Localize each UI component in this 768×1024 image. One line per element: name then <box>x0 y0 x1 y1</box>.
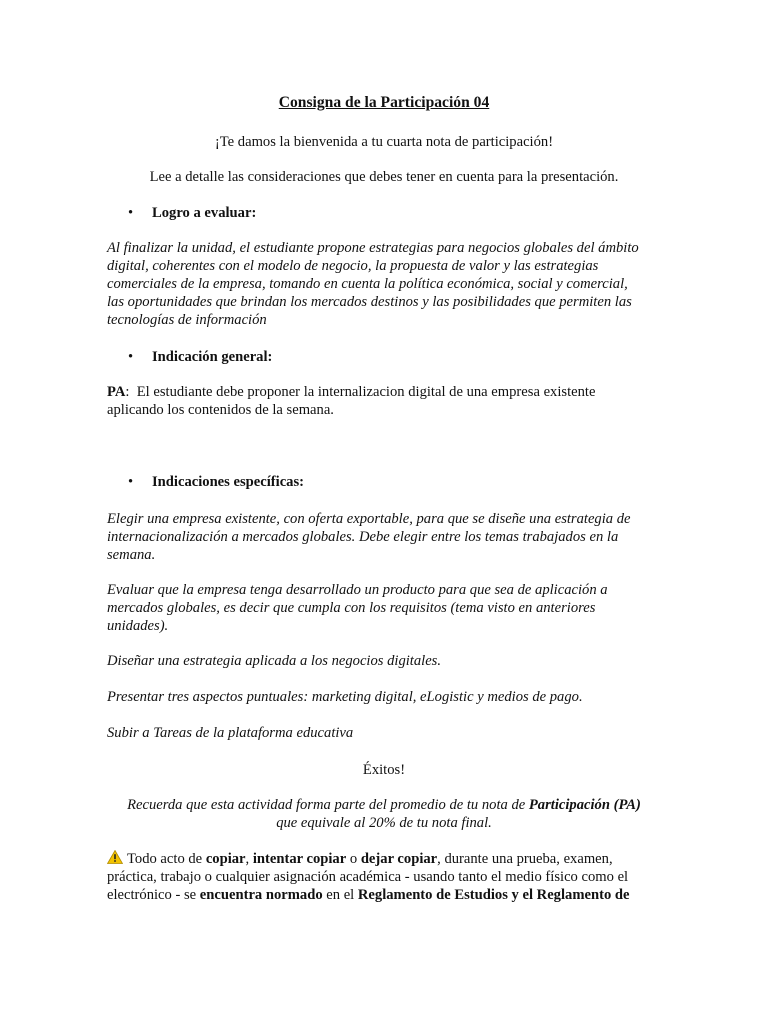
pa-colon: : <box>125 384 130 400</box>
warning-b3: dejar copiar <box>360 851 438 867</box>
recuerda-line-2: que equivale al 20% de tu nota final. <box>276 815 492 831</box>
p2-line: mercados globales, es decir que cumpla con los requisitos (tema visto en anteriores <box>107 600 596 616</box>
especificas-heading-label: Indicaciones específicas: <box>152 474 305 490</box>
especificas-p5: Subir a Tareas de la plataforma educativa <box>107 725 354 741</box>
bullet-dot: • <box>128 349 134 365</box>
logro-heading-label: Logro a evaluar: <box>152 205 257 221</box>
warning-line-3 <box>107 886 667 904</box>
recuerda-paragraph <box>0 796 768 832</box>
warning-t1: Todo acto de <box>127 851 206 867</box>
bullet-dot: • <box>128 474 134 490</box>
p1-line: internacionalización a mercados globales. Debe elegir entre los temas trabajados en la <box>107 529 619 545</box>
page-title: Consigna de la Participación 04 <box>278 94 490 111</box>
especificas-p1 <box>107 510 659 564</box>
p1-line: Elegir una empresa existente, con oferta exportable, para que se diseñe una estrategia de <box>107 511 631 527</box>
logro-line: las oportunidades que brindan los mercados destinos y las posibilidades que permiten las <box>107 294 632 310</box>
warning-t2: , <box>245 851 253 867</box>
warning-t5: electrónico - se <box>107 887 200 903</box>
p2-line: Evaluar que la empresa tenga desarrollado un producto para que sea de aplicación a <box>107 582 608 598</box>
logro-line: comerciales de la empresa, tomando en cuenta la política económica, social y comercial, <box>107 276 628 292</box>
warning-line-1 <box>107 850 667 868</box>
p1-line: semana. <box>107 547 156 563</box>
especificas-p3: Diseñar una estrategia aplicada a los negocios digitales. <box>107 653 442 669</box>
welcome-text: ¡Te damos la bienvenida a tu cuarta nota de participación! <box>214 134 554 150</box>
warning-line-2: práctica, trabajo o cualquier asignación académica - usando tanto el medio físico como el <box>107 869 629 885</box>
warning-t4: , durante una prueba, examen, <box>437 851 613 867</box>
warning-b4: encuentra normado <box>199 887 323 903</box>
especificas-p2 <box>107 581 659 635</box>
bullet-dot: • <box>128 205 134 221</box>
general-line-2: aplicando los contenidos de la semana. <box>107 402 334 418</box>
recuerda-pre: Recuerda que esta actividad forma parte del promedio de tu nota de <box>127 797 529 813</box>
logro-paragraph <box>107 239 659 329</box>
general-paragraph <box>107 383 659 419</box>
general-line-1 <box>107 383 659 401</box>
especificas-heading <box>128 473 304 491</box>
especificas-p4: Presentar tres aspectos puntuales: marketing digital, eLogistic y medios de pago. <box>107 689 583 705</box>
warning-icon <box>107 850 123 864</box>
warning-b5: Reglamento de Estudios y el Reglamento de <box>357 887 630 903</box>
recuerda-bold: Participación (PA) <box>528 797 641 813</box>
logro-line: digital, coherentes con el modelo de negocio, la propuesta de valor y las estrategias <box>107 258 599 274</box>
warning-t3: o <box>346 851 361 867</box>
logro-line: tecnologías de información <box>107 312 267 328</box>
recuerda-line-1 <box>0 796 768 814</box>
warning-b1: copiar <box>205 851 246 867</box>
p2-line: unidades). <box>107 618 169 634</box>
general-heading <box>128 348 272 366</box>
logro-line: Al finalizar la unidad, el estudiante propone estrategias para negocios globales del ámbito <box>107 240 639 256</box>
general-heading-label: Indicación general: <box>152 349 273 365</box>
general-text-1: El estudiante debe proponer la internalizacion digital de una empresa existente <box>136 384 596 400</box>
exitos-text: Éxitos! <box>362 762 406 778</box>
logro-heading <box>128 204 256 222</box>
pa-label: PA <box>107 384 126 400</box>
intro-text: Lee a detalle las consideraciones que debes tener en cuenta para la presentación. <box>149 169 619 185</box>
warning-paragraph <box>107 850 667 904</box>
warning-t6: en el <box>322 887 358 903</box>
warning-b2: intentar copiar <box>252 851 347 867</box>
